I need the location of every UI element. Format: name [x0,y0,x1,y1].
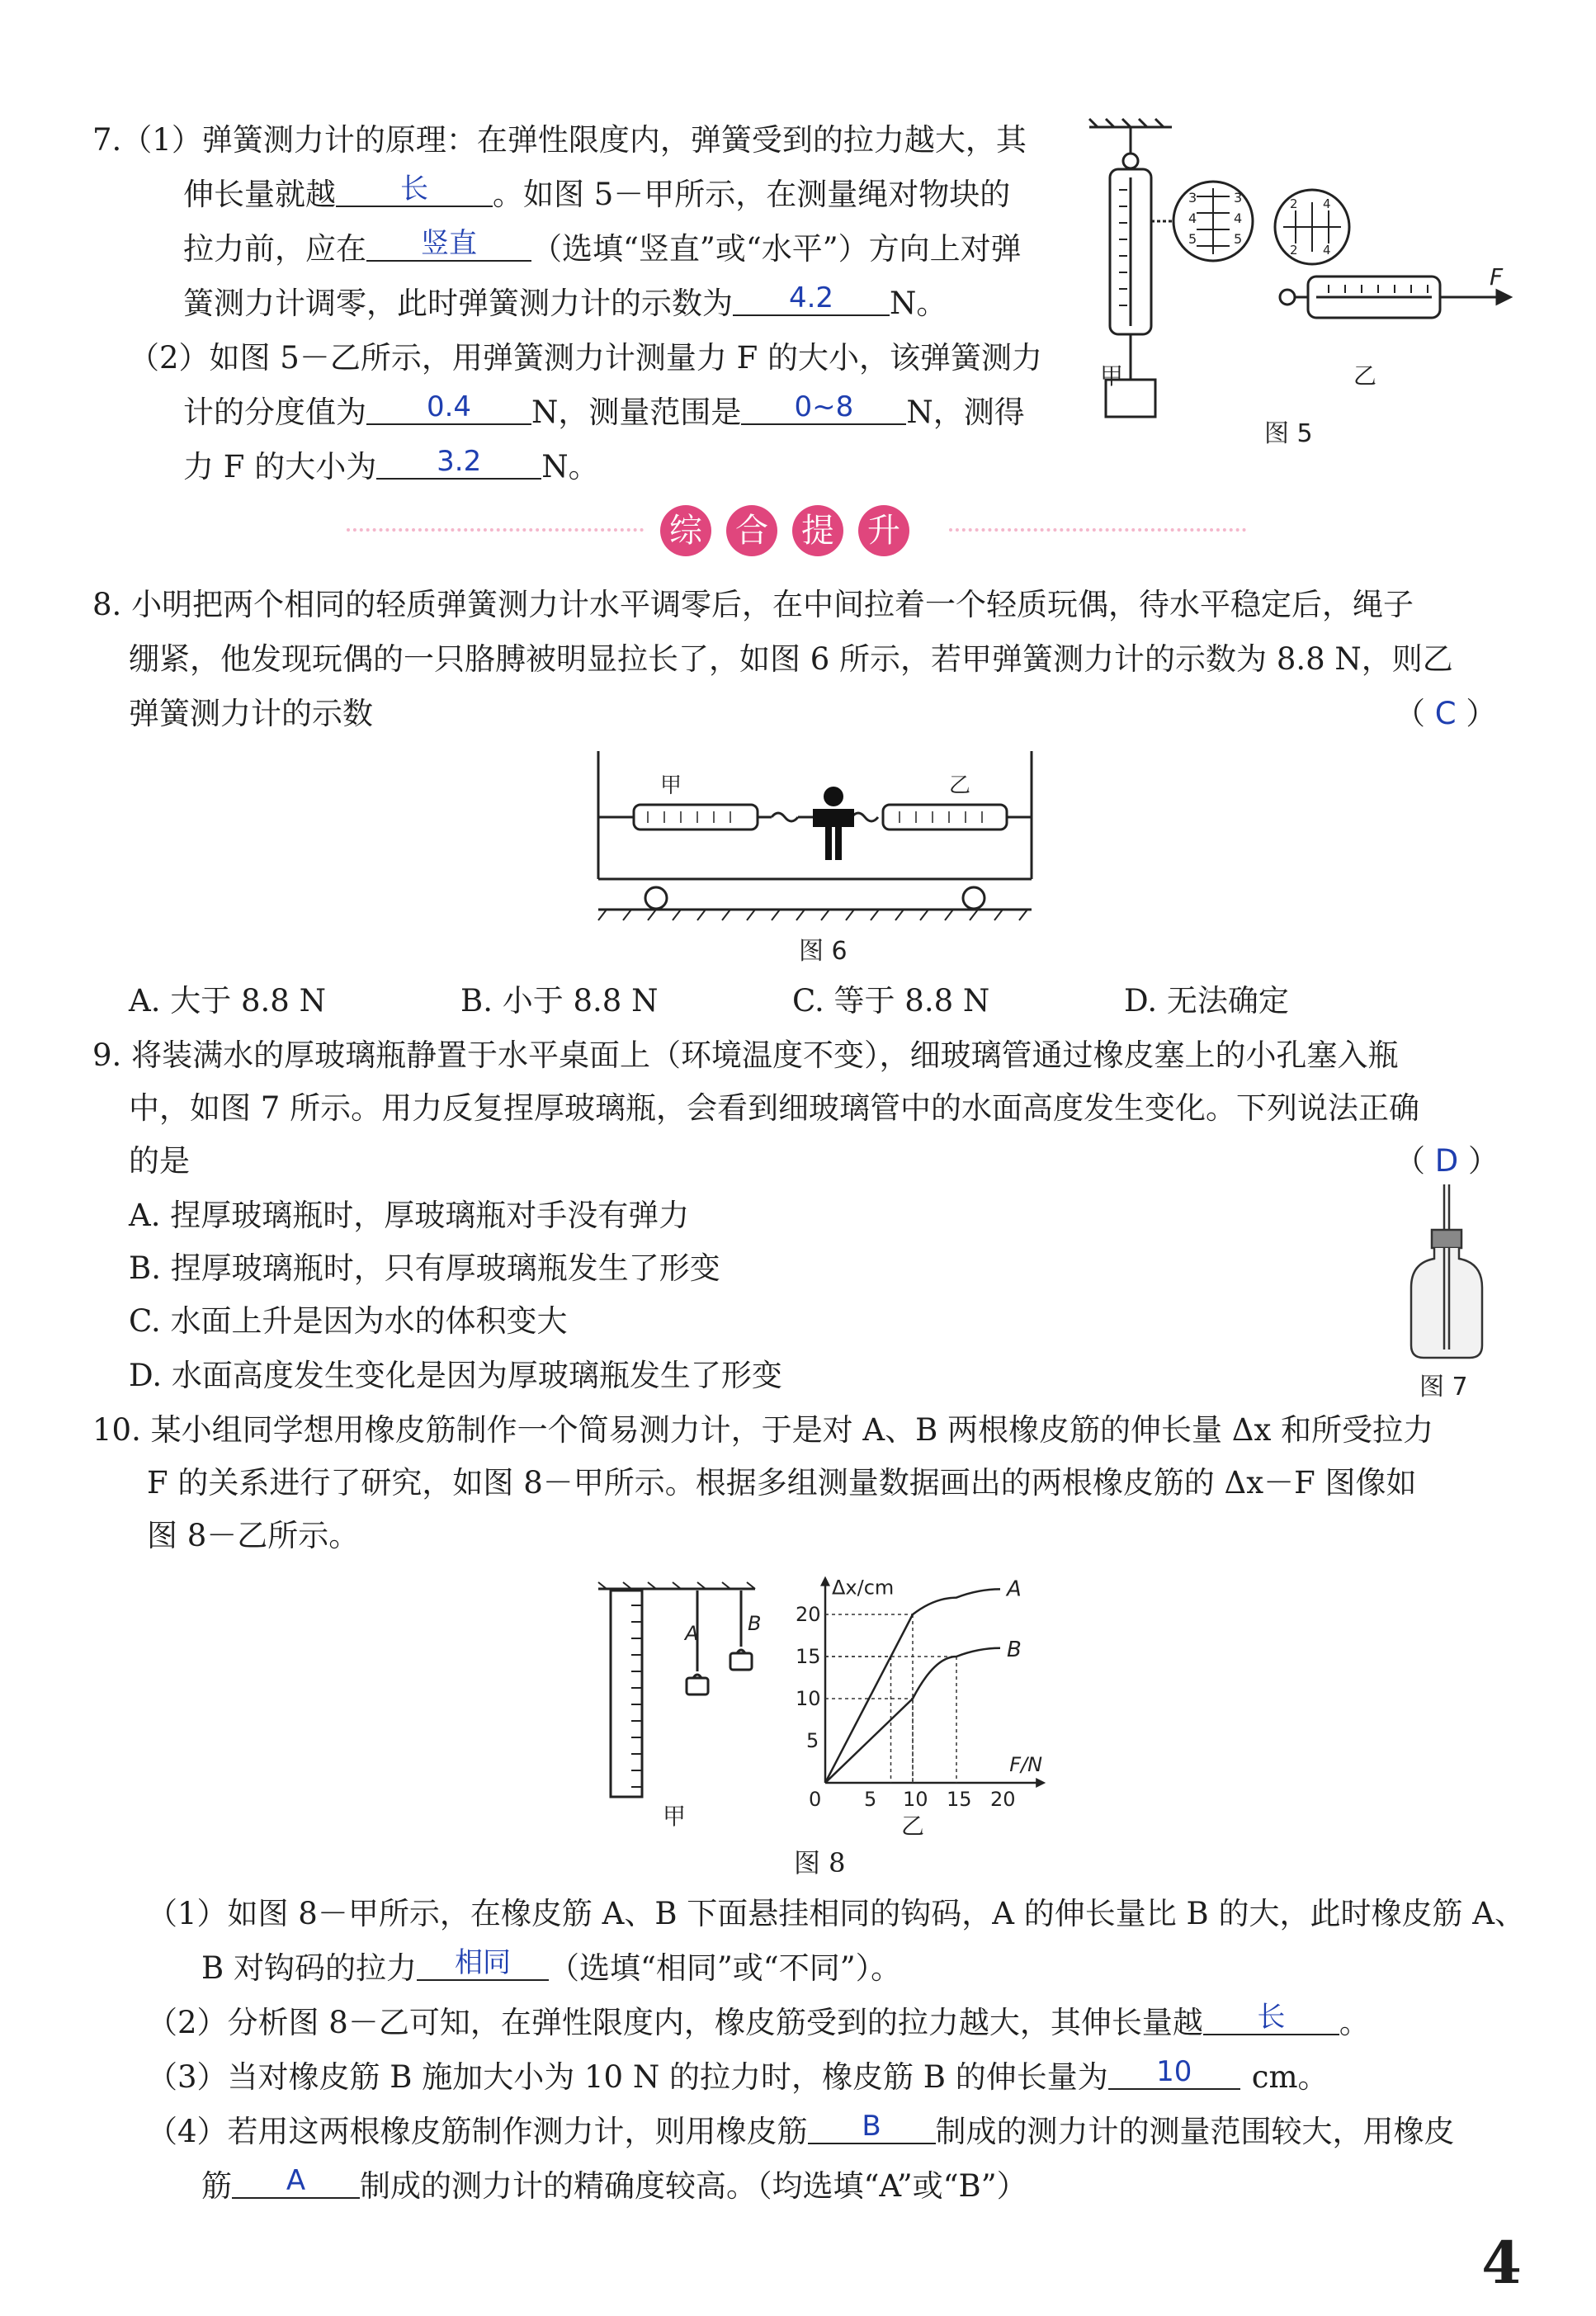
q7-answer-2[interactable]: 竖直 [366,227,531,262]
dial-label: 4 [1188,210,1197,226]
dial-label: 5 [1234,231,1243,247]
q8-line2: 绷紧，他发现玩偶的一只胳膊被明显拉长了，如图 6 所示，若甲弹簧测力计的示数为 8.8 N，则乙 [129,641,1453,677]
x-tick-label: 20 [990,1788,1016,1811]
section-banner [660,505,909,556]
fig6-caption: 图 6 [799,937,848,966]
fig6-yi-label: 乙 [949,773,971,798]
spring-scale-horizontal [1275,190,1510,318]
fig7-caption: 图 7 [1419,1373,1468,1401]
q10-sub3: （3）当对橡皮筋 B 施加大小为 10 N 的拉力时，橡皮筋 B 的伸长量为 10 cm。 [147,2055,1329,2095]
q8-answer-bracket: （ C ） [1395,696,1497,731]
y-axis-label: Δx/cm [832,1576,895,1600]
q10-sub1-line2: B 对钩码的拉力 相同 （选填“相同”或“不同”）。 [201,1946,902,1986]
fig5-caption: 图 5 [1264,419,1313,448]
dial-label: 5 [1188,231,1197,247]
q7-answer-3[interactable]: 4.2 [733,281,890,316]
x-axis-arrow [1036,1778,1046,1788]
dial-label: 4 [1234,210,1243,226]
q10-answer-4[interactable]: B [808,2110,936,2144]
q10-sub1-line1: （1）如图 8－甲所示，在橡皮筋 A、B 下面悬挂相同的钩码，A 的伸长量比 B 的大，此时橡皮筋 A、 [147,1896,1525,1931]
dial-label: 3 [1234,190,1243,206]
q8-line3: 弹簧测力计的示数 [129,696,373,731]
dial-label: 4 [1323,243,1331,258]
figure-8-jia [594,1581,762,1830]
fig7-bottle [1411,1184,1482,1358]
force-label: F [1490,263,1504,291]
figure-7 [1395,1180,1502,1403]
q9-option-b[interactable]: B. 捏厚玻璃瓶时，只有厚玻璃瓶发生了形变 [129,1250,720,1286]
figure-5 [1073,116,1518,462]
q10-line3: 图 8－乙所示。 [147,1518,360,1553]
spring-scale-horizontal-ticks [1283,202,1428,293]
x-tick-label: 5 [864,1788,877,1811]
y-axis-arrow [820,1576,830,1586]
fig5-yi-label: 乙 [1353,362,1377,390]
fig5-jia-label: 甲 [1100,362,1124,390]
dial-label: 2 [1290,243,1298,258]
q10-sub4-line2: 筋 A 制成的测力计的精确度较高。（均选填“A”或“B”） [201,2164,1027,2204]
fig8-jia-label: 甲 [663,1803,687,1830]
q7-line7: 力 F 的大小为 3.2 N。 [183,445,599,484]
q9-option-c[interactable]: C. 水面上升是因为水的体积变大 [129,1303,568,1339]
q10-answer-5[interactable]: A [232,2164,360,2199]
figure-6 [586,747,1048,970]
q10-sub4-line1: （4）若用这两根橡皮筋制作测力计，则用橡皮筋 B 制成的测力计的测量范围较大，用橡皮 [147,2110,1455,2149]
banner-divider-left [347,528,644,536]
q10-answer-3[interactable]: 10 [1108,2055,1240,2090]
q10-answer-2[interactable]: 长 [1203,2001,1339,2035]
spring-scale-vertical-ticks [1119,188,1230,305]
y-tick-label: 10 [796,1687,821,1710]
band-b-label: B [748,1612,762,1635]
q10-sub2: （2）分析图 8－乙可知，在弹性限度内，橡皮筋受到的拉力越大，其伸长量越 长 。 [147,2001,1370,2040]
q8-option-b[interactable]: B. 小于 8.8 N [460,983,659,1019]
banner-divider-right [949,528,1246,536]
dial-label: 3 [1188,190,1197,206]
banner-char: 综 [660,505,711,556]
dial-label: 2 [1290,196,1298,211]
q7-answer-4[interactable]: 0.4 [366,390,531,425]
y-tick-label: 20 [796,1603,821,1626]
fig8-yi-label: 乙 [901,1813,925,1840]
fig6-jia-label: 甲 [660,773,682,798]
page-number: 4 [1481,2229,1522,2297]
y-tick-label: 15 [796,1645,821,1668]
x-tick-label: 0 [809,1788,822,1811]
q7-answer-6[interactable]: 3.2 [376,445,541,480]
series-A-label: A [1007,1576,1022,1602]
fig8-caption: 图 8 [794,1847,846,1879]
q7-answer-5[interactable]: 0~8 [741,390,906,425]
fig6-ground-hatch [598,910,1027,920]
q10-answer-1[interactable]: 相同 [417,1946,549,1981]
banner-char: 合 [726,505,777,556]
fig6-doll [813,787,854,860]
series-B-label: B [1007,1637,1022,1662]
q7-line4: 簧测力计调零，此时弹簧测力计的示数为 4.2 N。 [183,281,947,321]
banner-char: 升 [858,505,909,556]
figure-8-chart [780,1572,1052,1840]
q7-line1: 7.（1）弹簧测力计的原理：在弹性限度内，弹簧受到的拉力越大，其 [92,122,1027,158]
q7-line6: 计的分度值为 0.4 N，测量范围是 0~8 N，测得 [183,390,1025,430]
spring-scale-vertical-labels [1188,190,1242,247]
q9-option-a[interactable]: A. 捏厚玻璃瓶时，厚玻璃瓶对手没有弹力 [129,1198,690,1233]
q7-line3: 拉力前，应在 竖直 （选填“竖直”或“水平”）方向上对弹 [183,227,1022,267]
banner-char: 提 [792,505,843,556]
band-a-label: A [685,1622,699,1645]
q8-option-a[interactable]: A. 大于 8.8 N [129,983,326,1019]
q9-answer[interactable]: D [1434,1143,1459,1179]
q9-line1: 9. 将装满水的厚玻璃瓶静置于水平桌面上（环境温度不变），细玻璃管通过橡皮塞上的小孔塞入瓶 [92,1037,1399,1073]
q9-line2: 中，如图 7 所示。用力反复捏厚玻璃瓶，会看到细玻璃管中的水面高度发生变化。下列说法正确 [129,1090,1420,1126]
q9-answer-bracket: （ D ） [1395,1143,1499,1179]
q7-line5: （2）如图 5－乙所示，用弹簧测力计测量力 F 的大小，该弹簧测力 [129,340,1043,376]
q9-option-d[interactable]: D. 水面高度发生变化是因为厚玻璃瓶发生了形变 [129,1358,782,1393]
q8-answer[interactable]: C [1434,696,1457,731]
q9-line3: 的是 [129,1143,190,1179]
q8-option-d[interactable]: D. 无法确定 [1124,983,1289,1019]
q8-option-c[interactable]: C. 等于 8.8 N [792,983,990,1019]
q10-line1: 10. 某小组同学想用橡皮筋制作一个简易测力计，于是对 A、B 两根橡皮筋的伸长量 Δx 和所受拉力 [92,1412,1434,1448]
dial-label: 4 [1323,196,1331,211]
y-tick-label: 5 [806,1729,819,1752]
q7-answer-1[interactable]: 长 [336,173,493,207]
x-axis-label: F/N [1009,1753,1043,1776]
x-tick-label: 15 [947,1788,972,1811]
q10-line2: F 的关系进行了研究，如图 8－甲所示。根据多组测量数据画出的两根橡皮筋的 Δx－F 图像如 [147,1465,1417,1501]
q8-line1: 8. 小明把两个相同的轻质弹簧测力计水平调零后，在中间拉着一个轻质玩偶，待水平稳定后，绳子 [92,587,1414,622]
x-tick-label: 10 [903,1788,928,1811]
q7-line2: 伸长量就越 长 。如图 5－甲所示，在测量绳对物块的 [183,173,1011,212]
